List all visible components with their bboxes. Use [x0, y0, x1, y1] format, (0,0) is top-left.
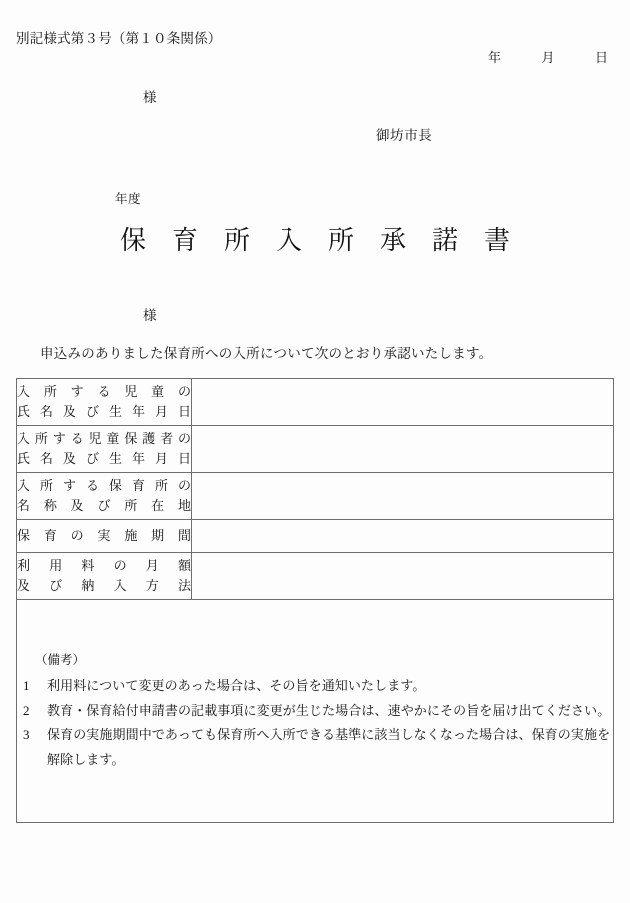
date-year-label: 年 [487, 50, 501, 65]
row-value-child-name[interactable] [192, 379, 614, 426]
row-label-child-name [17, 379, 192, 426]
date-day-label: 日 [594, 50, 608, 65]
row-value-care-period[interactable] [192, 520, 614, 553]
row-label-line-1: 入所する保育所の [17, 478, 191, 494]
remarks-note-text: 保育の実施期間中であっても保育所へ入所できる基準に該当しなくなった場合は、保育の実施を解除します。 [47, 727, 611, 768]
row-label-care-period [17, 520, 192, 553]
remarks-cell [17, 600, 614, 823]
row-label-line-1: 入所する児童の [17, 384, 191, 400]
page-title: 保育所入所承諾書 [119, 226, 536, 256]
row-label-fee-payment [17, 553, 192, 600]
row-label-guardian-name [17, 426, 192, 473]
issuer-name: 御坊市長 [376, 128, 433, 143]
remarks-note-text: 教育・保育給付申請書の記載事項に変更が生じた場合は、速やかにその旨を届け出てください。 [47, 702, 611, 718]
row-label-line-2: 名称及び所在地 [17, 498, 191, 513]
row-label-line-2: 及び納入方法 [17, 578, 191, 593]
table-row [17, 426, 614, 473]
table-row [17, 553, 614, 600]
remarks-note [17, 723, 613, 772]
row-label-nursery-name [17, 473, 192, 520]
remarks-row [17, 600, 614, 823]
addressee-honorific-second: 様 [143, 308, 157, 323]
remarks-note-text: 利用料について変更のあった場合は、その旨を通知いたします。 [47, 678, 426, 693]
remarks-note [17, 699, 613, 724]
fiscal-year-label: 年度 [115, 192, 142, 206]
lead-sentence: 申込みのありました保育所への入所について次のとおり承認いたします。 [40, 346, 493, 361]
row-value-nursery-name[interactable] [192, 473, 614, 520]
date-month-label: 月 [541, 50, 555, 65]
table-row [17, 473, 614, 520]
remarks-title: （備考） [35, 653, 86, 668]
remarks-note-number: 1 [23, 678, 30, 693]
row-label-line-2: 氏名及び生年月日 [17, 404, 191, 419]
table-row [17, 520, 614, 553]
remarks-note-number: 2 [23, 702, 30, 718]
row-label-line-1: 保育の実施期間 [17, 528, 191, 544]
row-label-line-1: 入所する児童保護者の [17, 431, 191, 447]
table-row [17, 379, 614, 426]
form-number-label: 別記様式第３号（第１０条関係） [16, 31, 222, 46]
row-value-guardian-name[interactable] [192, 426, 614, 473]
date-line [488, 47, 608, 66]
entry-table [16, 378, 614, 823]
row-label-line-1: 利用料の月額 [17, 558, 191, 574]
remarks-note-number: 3 [23, 727, 30, 743]
remarks-note [17, 674, 613, 699]
addressee-honorific-top: 様 [143, 90, 157, 105]
row-label-line-2: 氏名及び生年月日 [17, 451, 191, 466]
row-value-fee-payment[interactable] [192, 553, 614, 600]
